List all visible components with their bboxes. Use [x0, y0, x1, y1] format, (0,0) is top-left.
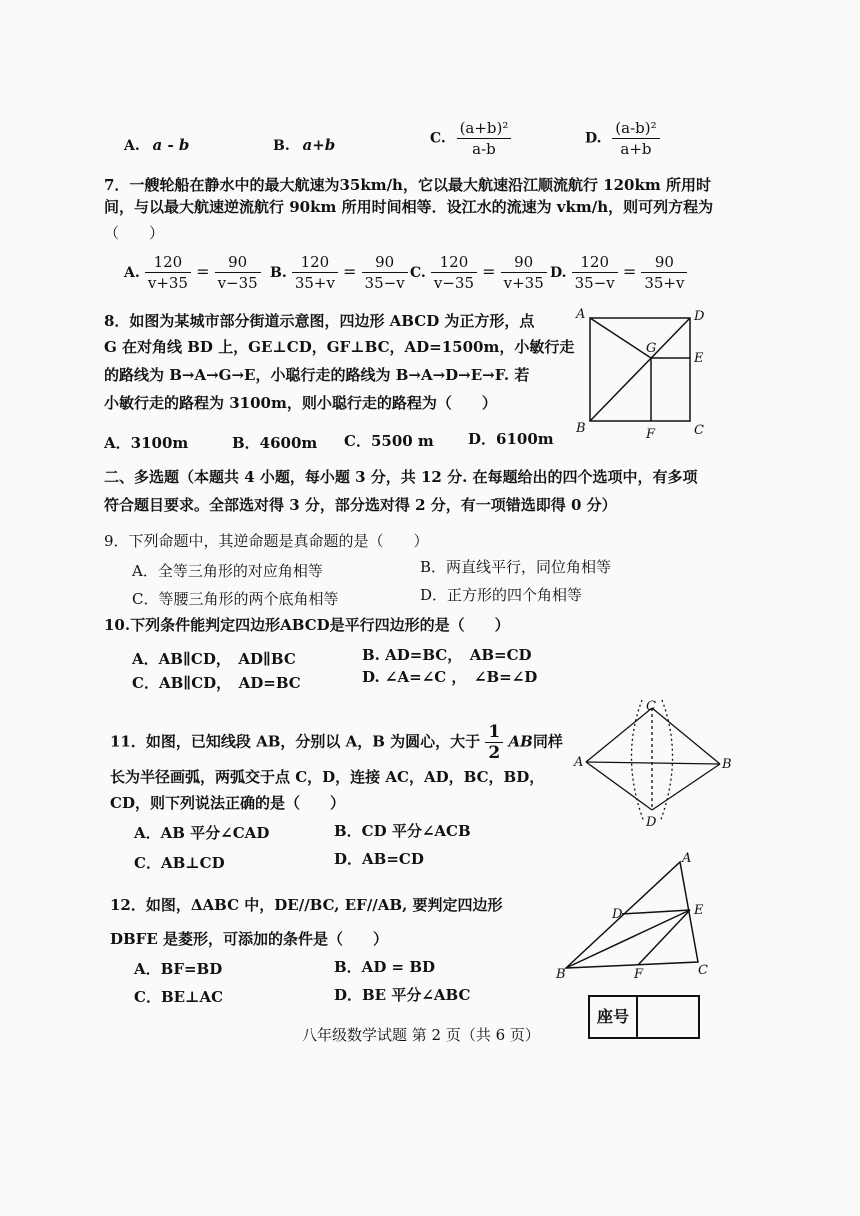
q6-option-b: B. a+b — [273, 136, 336, 154]
q9-stem: 9．下列命题中，其逆命题是真命题的是（ ） — [104, 532, 429, 550]
q9-option-d: D．正方形的四个角相等 — [420, 586, 583, 604]
q8-label-g: G — [646, 341, 657, 356]
q10-option-a: A．AB∥CD， AD∥BC — [132, 650, 296, 668]
q10-option-b: B. AD=BC， AB=CD — [362, 646, 532, 664]
q12-label-b: B — [556, 967, 566, 980]
seat-number-box — [588, 995, 700, 1039]
q8-option-c: C．5500 m — [344, 432, 434, 450]
q8-square-diagram — [570, 300, 720, 445]
q11-stem-line2: 长为半径画弧，两弧交于点 C，D，连接 AC，AD，BC，BD， — [110, 768, 545, 786]
seat-number-label: 座号 — [590, 997, 638, 1037]
q7-stem-line1: 7．一艘轮船在静水中的最大航速为35km/h，它以最大航速沿江顺流航行 120km 所用时 — [104, 176, 711, 194]
q8-diagonal-bd — [590, 318, 690, 421]
section2-header-line1: 二、多选题（本题共 4 小题，每小题 3 分，共 12 分. 在每题给出的四个选项中，有多项 — [104, 468, 698, 486]
q8-stem-line2: G 在对角线 BD 上，GE⊥CD，GF⊥BC，AD=1500m，小敏行走 — [104, 338, 575, 356]
q8-label-f: F — [646, 427, 656, 442]
q8-label-d: D — [694, 309, 705, 324]
q7-option-c: C. $\frac{120}{v-35}$ = $\frac{90}{v+35}$ — [410, 252, 547, 293]
q11-arc-left — [631, 700, 644, 822]
q6-option-c: C. $\frac{\text{(a+b)²}}{a-b}$ — [430, 118, 511, 159]
q7-stem-line2: 间，与以最大航速逆流航行 90km 所用时间相等．设江水的流速为 vkm/h，则可列方程为 — [104, 198, 714, 216]
q11-segment-bc — [652, 708, 720, 764]
q12-label-d: D — [612, 907, 623, 922]
q12-option-c: C．BE⊥AC — [134, 988, 224, 1006]
q8-option-a: A．3100m — [104, 434, 189, 452]
q12-label-f: F — [634, 967, 644, 980]
q11-segment-ac — [586, 708, 652, 762]
q9-option-a: A．全等三角形的对应角相等 — [132, 562, 323, 580]
q11-segment-ad — [586, 762, 652, 810]
q12-label-c: C — [698, 963, 708, 978]
q10-option-c: C．AB∥CD， AD=BC — [132, 674, 301, 692]
q8-stem-line4: 小敏行走的路程为 3100m，则小聪行走的路程为（ ） — [104, 394, 497, 412]
q11-option-b: B．CD 平分∠ACB — [334, 822, 471, 840]
q12-segment-de — [622, 910, 690, 914]
q6-option-d: D. $\frac{\text{(a-b)²}}{a+b}$ — [585, 118, 660, 159]
page-footer: 八年级数学试题 第 2 页（共 6 页） — [302, 1026, 540, 1044]
q7-option-b: B. $\frac{120}{35+v}$ = $\frac{90}{35-v}$ — [270, 252, 408, 293]
q8-label-b: B — [576, 421, 586, 436]
q11-label-d: D — [646, 815, 657, 830]
q11-option-a: A．AB 平分∠CAD — [134, 824, 270, 842]
q12-segment-be — [566, 910, 690, 968]
q10-option-d: D. ∠A=∠C ， ∠B=∠D — [362, 668, 538, 686]
q11-label-b: B — [722, 757, 732, 772]
q8-path-ag — [590, 318, 651, 358]
q12-label-a: A — [682, 851, 692, 866]
q11-arc-diagram — [570, 696, 740, 834]
q8-option-d: D．6100m — [468, 430, 554, 448]
q11-segment-ab — [586, 762, 720, 764]
q7-stem-line3: （ ） — [104, 224, 165, 242]
q11-stem: 11．如图，已知线段 AB，分别以 A，B 为圆心，大于 $\frac{1}{2}$ AB同样 — [110, 722, 563, 763]
section2-header-line2: 符合题目要求。全部选对得 3 分，部分选对得 2 分，有一项错选即得 0 分） — [104, 496, 617, 514]
q6-option-a: A. a - b — [124, 136, 190, 154]
q9-option-c: C．等腰三角形的两个底角相等 — [132, 590, 339, 608]
q8-stem-line3: 的路线为 B→A→G→E，小聪行走的路线为 B→A→D→E→F. 若 — [104, 366, 530, 384]
q8-option-b: B．4600m — [232, 434, 318, 452]
q11-label-a: A — [574, 755, 584, 770]
q8-label-e: E — [694, 351, 704, 366]
q12-option-d: D．BE 平分∠ABC — [334, 986, 471, 1004]
q7-option-a: A. $\frac{120}{v+35}$ = $\frac{90}{v-35}$ — [124, 252, 261, 293]
q11-stem-line3: CD，则下列说法正确的是（ ） — [110, 794, 345, 812]
q12-option-a: A．BF=BD — [134, 960, 223, 978]
q11-label-c: C — [646, 699, 656, 714]
q12-stem: 12．如图，ΔABC 中，DE//BC, EF//AB, 要判定四边形 — [110, 896, 503, 914]
q12-triangle-diagram — [552, 848, 722, 980]
q10-stem: 10.下列条件能判定四边形ABCD是平行四边形的是（ ） — [104, 616, 510, 634]
q11-option-c: C．AB⊥CD — [134, 854, 225, 872]
q9-option-b: B．两直线平行，同位角相等 — [420, 558, 612, 576]
q7-option-d: D. $\frac{120}{35-v}$ = $\frac{90}{35+v}$ — [550, 252, 687, 293]
q8-stem-line1: 8．如图为某城市部分街道示意图，四边形 ABCD 为正方形，点 — [104, 312, 535, 330]
q11-option-d: D．AB=CD — [334, 850, 424, 868]
q12-label-e: E — [694, 903, 704, 918]
q12-option-b: B．AD = BD — [334, 958, 436, 976]
q8-label-c: C — [694, 423, 704, 438]
q11-segment-bd — [652, 764, 720, 810]
q12-stem-line2: DBFE 是菱形，可添加的条件是（ ） — [110, 930, 388, 948]
q12-segment-ef — [638, 910, 690, 965]
q8-label-a: A — [576, 307, 586, 322]
